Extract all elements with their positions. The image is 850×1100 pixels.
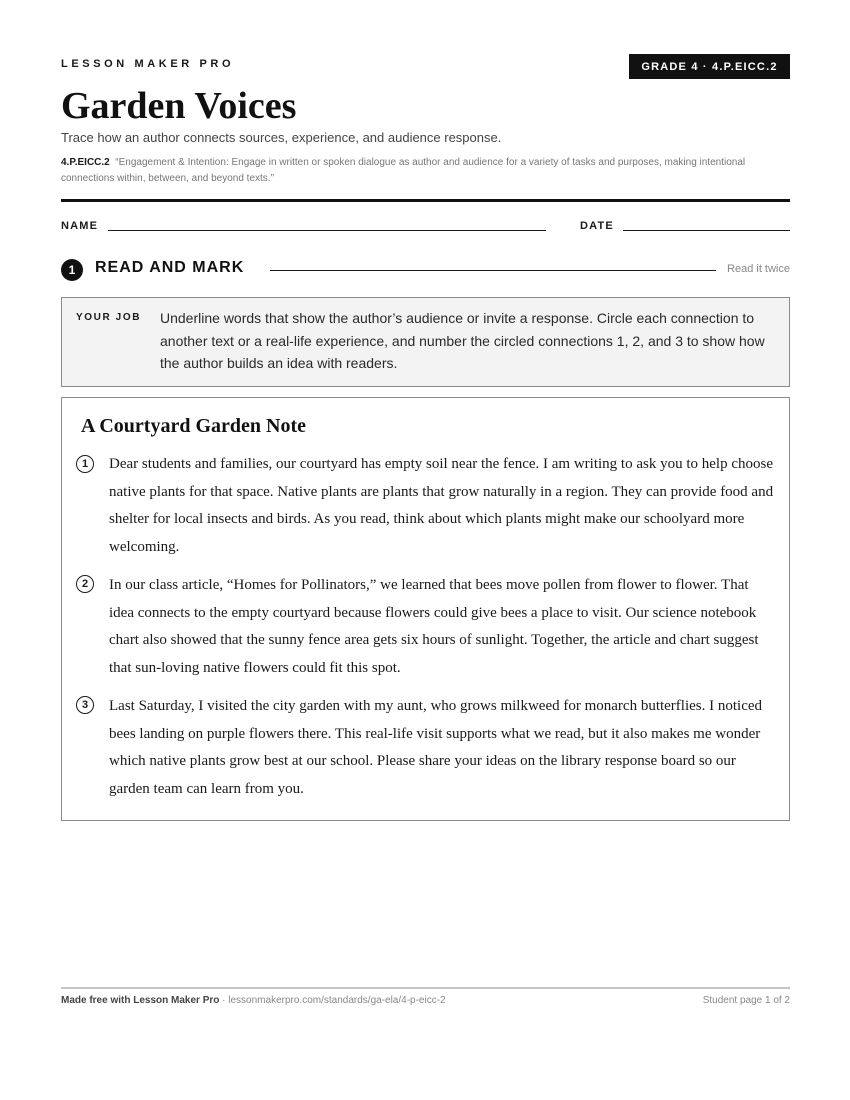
section-title: READ AND MARK [95,259,245,276]
date-label: DATE [580,220,614,232]
paragraph-3: Last Saturday, I visited the city garden with my aunt, who grows milkweed for monarch butterflies. I noticed bees landing on purple flowers there. This real-life visit supports what we read, but it also makes me wonder which native plants grow best at our school. Please share your ideas on the library response board so our garden team can learn from you. [109,698,763,797]
header-divider [61,199,790,202]
passage-title: A Courtyard Garden Note [81,415,306,437]
section-header [61,257,790,283]
page-title: Garden Voices [61,85,297,127]
section-number: 1 [61,259,83,281]
paragraph-number-2: 2 [76,575,94,593]
name-label: NAME [61,220,99,232]
grade-badge: GRADE 4 · 4.P.EICC.2 [629,54,790,79]
standard-description [61,155,790,187]
paragraph-2: In our class article, “Homes for Pollinators,” we learned that bees move pollen from flower to flower. That idea connects to the empty courtyard because flowers could give bees a place to visit. Our science notebook chart also showed that the sunny fence area gets six hours of sunlight. Together, the article and chart suggest that sun-loving native flowers could fit this spot. [109,577,759,676]
page-subtitle: Trace how an author connects sources, experience, and audience response. [61,130,502,145]
standard-text: “Engagement & Intention: Engage in written or spoken dialogue as author and audience for a variety of tasks and purposes, making intentional connections within, between, and beyond texts.” [61,157,746,184]
name-field[interactable] [108,230,546,231]
footer-page-number: Student page 1 of 2 [702,995,790,1006]
footer-url: · lessonmakerpro.com/standards/ga-ela/4-p-eicc-2 [219,995,446,1006]
footer-credit [61,995,446,1006]
paragraph-number-1: 1 [76,455,94,473]
footer-made-with: Made free with Lesson Maker Pro [61,995,220,1006]
date-field[interactable] [623,230,790,231]
paragraph-number-3: 3 [76,696,94,714]
section-divider [270,270,716,271]
brand-name: LESSON MAKER PRO [61,58,235,70]
section-note: Read it twice [727,263,790,275]
standard-code: 4.P.EICC.2 [61,157,110,168]
worksheet-page [61,0,790,1100]
paragraph-1: Dear students and families, our courtyard has empty soil near the fence. I am writing to ask you to help choose native plants for that space. Native plants are plants that grow naturally in a region. They can provide food and shelter for local insects and birds. As you read, think about which plants might make our schoolyard more welcoming. [109,456,774,555]
footer-divider [61,987,790,989]
passage-box [61,397,790,821]
job-label: YOUR JOB [76,312,142,323]
job-box [61,297,790,387]
job-instructions: Underline words that show the author’s audience or invite a response. Circle each connection to another text or a real-life experience, and number the circled connections 1, 2, and 3 to show how the author builds an idea with readers. [160,310,765,371]
